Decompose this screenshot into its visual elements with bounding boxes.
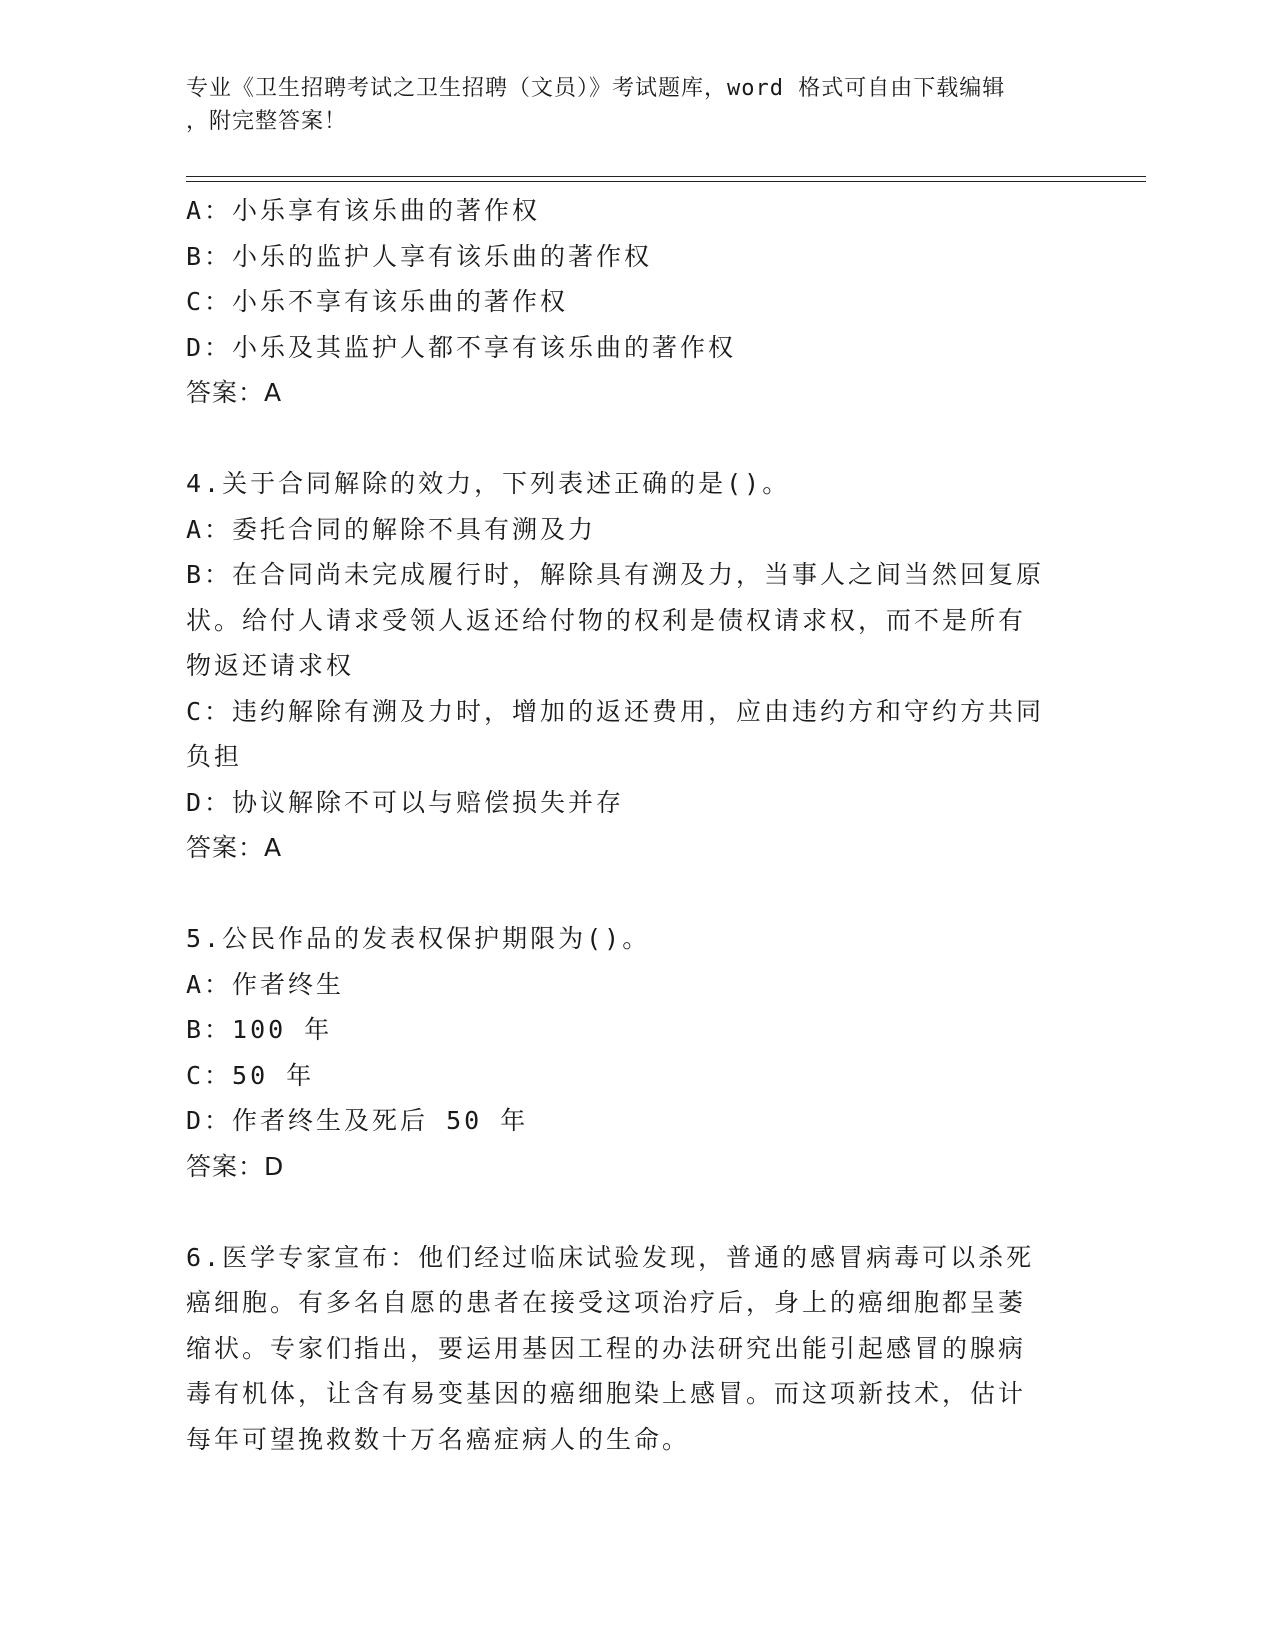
option-b-line-1: B：在合同尚未完成履行时，解除具有溯及力，当事人之间当然回复原	[186, 560, 1045, 589]
spacer	[186, 1189, 1066, 1235]
answer: 答案：A	[186, 378, 283, 407]
option-d: D：作者终生及死后 50 年	[186, 1106, 529, 1135]
option-c-line-2: 负担	[186, 742, 243, 771]
question-6	[186, 1235, 1066, 1463]
option-d: D：小乐及其监护人都不享有该乐曲的著作权	[186, 332, 737, 362]
answer: 答案：D	[186, 1151, 285, 1181]
option-a: A：作者终生	[186, 969, 345, 999]
question-stem-line-5: 每年可望挽救数十万名癌症病人的生命。	[186, 1424, 691, 1454]
spacer	[186, 871, 1066, 917]
option-b-line-3: 物返还请求权	[186, 651, 355, 680]
question-4	[186, 461, 1066, 871]
option-b: B：小乐的监护人享有该乐曲的著作权	[186, 241, 653, 271]
question-3	[186, 188, 1066, 416]
spacer	[186, 416, 1066, 462]
question-5	[186, 916, 1066, 1189]
header-rule-top	[186, 176, 1146, 177]
document-header	[186, 72, 1066, 138]
header-line-1: 专业《卫生招聘考试之卫生招聘（文员）》考试题库，word 格式可自由下载编辑	[186, 76, 1006, 101]
question-stem-line-1: 6.医学专家宣布：他们经过临床试验发现，普通的感冒病毒可以杀死	[186, 1242, 1035, 1272]
question-stem-line-4: 毒有机体，让含有易变基因的癌细胞染上感冒。而这项新技术，估计	[186, 1379, 1027, 1408]
option-a: A：小乐享有该乐曲的著作权	[186, 196, 541, 225]
question-stem-line-3: 缩状。专家们指出，要运用基因工程的办法研究出能引起感冒的腺病	[186, 1333, 1027, 1363]
answer: 答案：A	[186, 833, 283, 862]
question-stem: 4.关于合同解除的效力，下列表述正确的是()。	[186, 469, 791, 498]
header-line-2: ，附完整答案！	[186, 109, 348, 134]
option-c: C：50 年	[186, 1060, 315, 1090]
header-rule-bottom	[186, 181, 1146, 182]
option-c: C：小乐不享有该乐曲的著作权	[186, 287, 569, 316]
option-c-line-1: C：违约解除有溯及力时，增加的返还费用，应由违约方和守约方共同	[186, 696, 1045, 726]
question-stem: 5.公民作品的发表权保护期限为()。	[186, 924, 651, 953]
option-a: A：委托合同的解除不具有溯及力	[186, 514, 597, 544]
option-d: D：协议解除不可以与赔偿损失并存	[186, 787, 625, 817]
document-body	[186, 188, 1066, 1462]
option-b: B：100 年	[186, 1015, 333, 1044]
question-stem-line-2: 癌细胞。有多名自愿的患者在接受这项治疗后，身上的癌细胞都呈萎	[186, 1288, 1027, 1317]
option-b-line-2: 状。给付人请求受领人返还给付物的权利是债权请求权，而不是所有	[186, 605, 1027, 635]
